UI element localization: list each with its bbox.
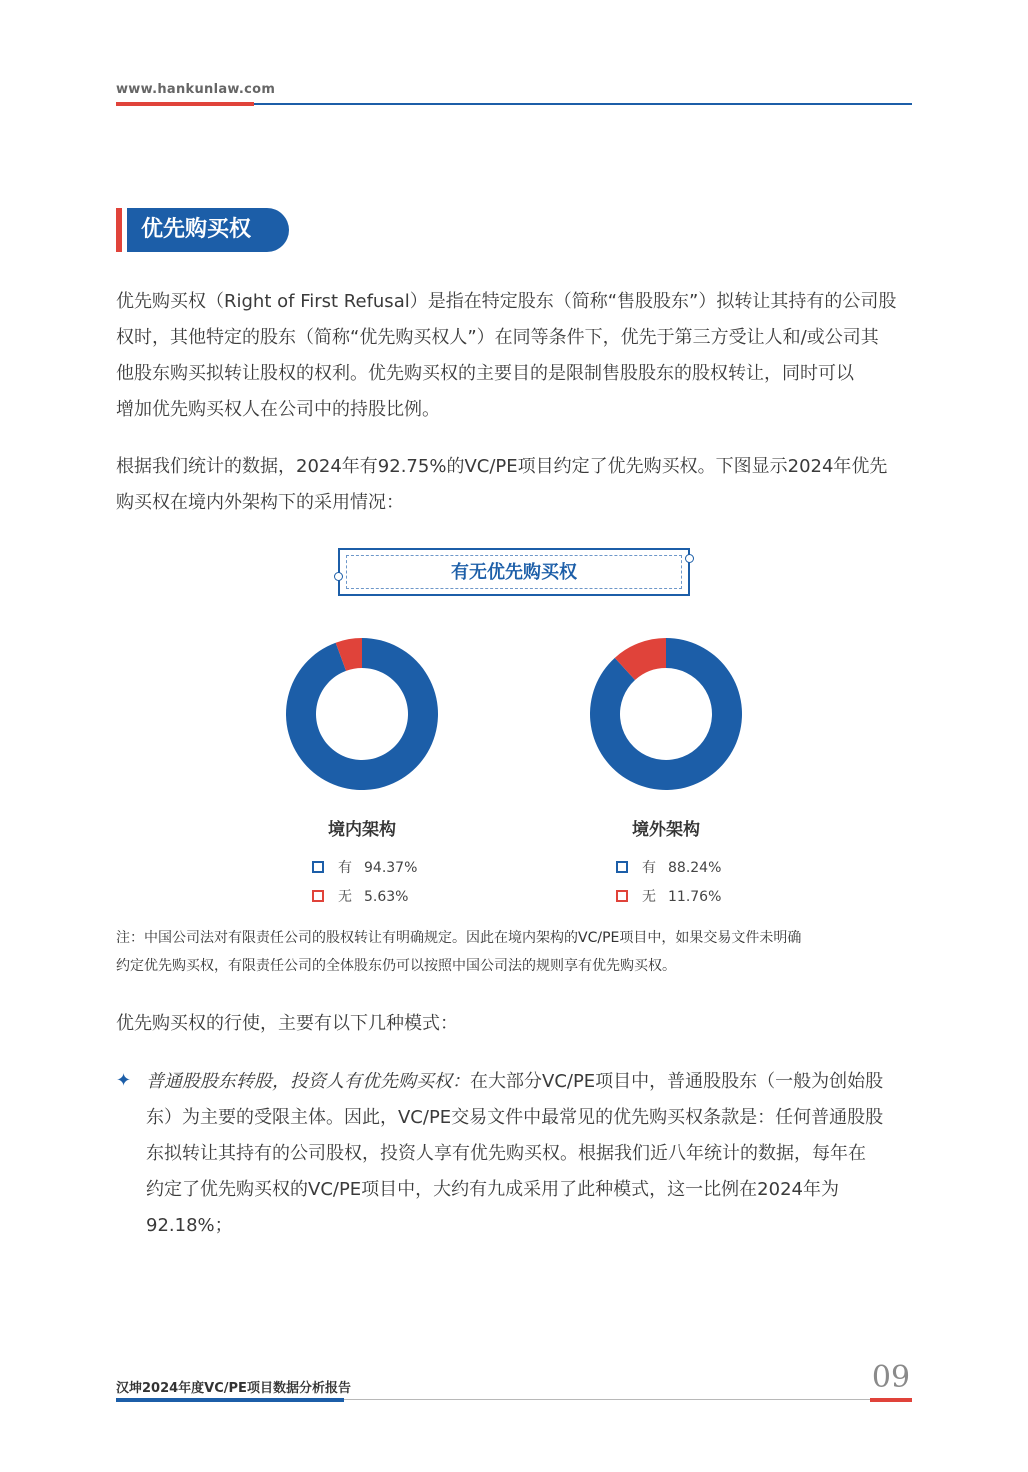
text-line: 东）为主要的受限主体。因此，VC/PE交易文件中最常见的优先购买权条款是：任何普通股股 (146, 1107, 884, 1128)
section-accent-bar (116, 208, 122, 252)
text-line: 权时，其他特定的股东（简称“优先购买权人”）在同等条件下，优先于第三方受让人和/或公司其 (116, 327, 879, 348)
text-line: 约定优先购买权，有限责任公司的全体股东仍可以按照中国公司法的规则享有优先购买权。 (116, 958, 676, 974)
legend-item (312, 858, 417, 878)
site-url: www.hankunlaw.com (116, 82, 276, 97)
legend-category: 有 (642, 860, 656, 876)
legend-value: 11.76% (668, 889, 722, 905)
text-line: 根据我们统计的数据，2024年有92.75%的VC/PE项目约定了优先购买权。下图显示2024年优先 (116, 456, 888, 477)
chart-label-offshore: 境外架构 (632, 820, 700, 840)
legend-category: 有 (338, 860, 352, 876)
bullet-text: 在大部分VC/PE项目中，普通股股东（一般为创始股 (470, 1071, 884, 1092)
text-line: 增加优先购买权人在公司中的持股比例。 (116, 399, 440, 420)
header-rule-red (116, 102, 254, 106)
legend-swatch-red (616, 890, 628, 902)
footnote (116, 924, 916, 980)
legend-value: 88.24% (668, 860, 722, 876)
chart-title: 有无优先购买权 (346, 555, 682, 589)
text-line: 他股东购买拟转让股权的权利。优先购买权的主要目的是限制售股股东的股权转让，同时可以 (116, 363, 854, 384)
text-line: 优先购买权的行使，主要有以下几种模式： (116, 1013, 458, 1034)
text-line: 东拟转让其持有的公司股权，投资人享有优先购买权。根据我们近八年统计的数据，每年在 (146, 1143, 866, 1164)
header-rule-blue (254, 103, 912, 105)
footer-rule-blue (116, 1398, 344, 1402)
page-number: 09 (871, 1360, 911, 1395)
text-line: 优先购买权（Right of First Refusal）是指在特定股东（简称“售股股东”）拟转让其持有的公司股 (116, 291, 897, 312)
chart-title-box (338, 548, 690, 596)
legend-item (616, 858, 721, 878)
legend-category: 无 (642, 889, 656, 905)
footer-rule-gray (344, 1399, 870, 1400)
legend-offshore (616, 858, 721, 907)
legend-category: 无 (338, 889, 352, 905)
decor-dot (685, 554, 694, 563)
legend-value: 5.63% (364, 889, 409, 905)
paragraph-stats (116, 449, 916, 521)
legend-domestic (312, 858, 417, 907)
bullet-lead: 普通股股东转股，投资人有优先购买权： (146, 1071, 470, 1092)
donut-chart-offshore (588, 636, 744, 792)
text-line: 购买权在境内外架构下的采用情况： (116, 492, 404, 513)
bullet-item (146, 1064, 914, 1244)
legend-value: 94.37% (364, 860, 418, 876)
decor-dot (334, 572, 343, 581)
paragraph-intro (116, 284, 916, 428)
donut-chart-domestic (284, 636, 440, 792)
footer-title: 汉坤2024年度VC/PE项目数据分析报告 (116, 1381, 351, 1396)
chart-label-domestic: 境内架构 (328, 820, 396, 840)
sparkle-icon: ✦ (116, 1070, 132, 1091)
section-title: 优先购买权 (127, 208, 289, 252)
text-line (146, 1064, 914, 1100)
legend-swatch-blue (312, 861, 324, 873)
legend-swatch-red (312, 890, 324, 902)
footer-rule-red (870, 1398, 912, 1402)
legend-item (616, 887, 721, 907)
legend-swatch-blue (616, 861, 628, 873)
paragraph-modes (116, 1006, 916, 1042)
text-line: 注：中国公司法对有限责任公司的股权转让有明确规定。因此在境内架构的VC/PE项目中，如果交易文件未明确 (116, 930, 802, 946)
text-line: 约定了优先购买权的VC/PE项目中，大约有九成采用了此种模式，这一比例在2024年为 (146, 1179, 839, 1200)
legend-item (312, 887, 417, 907)
text-line: 92.18%； (146, 1215, 233, 1236)
